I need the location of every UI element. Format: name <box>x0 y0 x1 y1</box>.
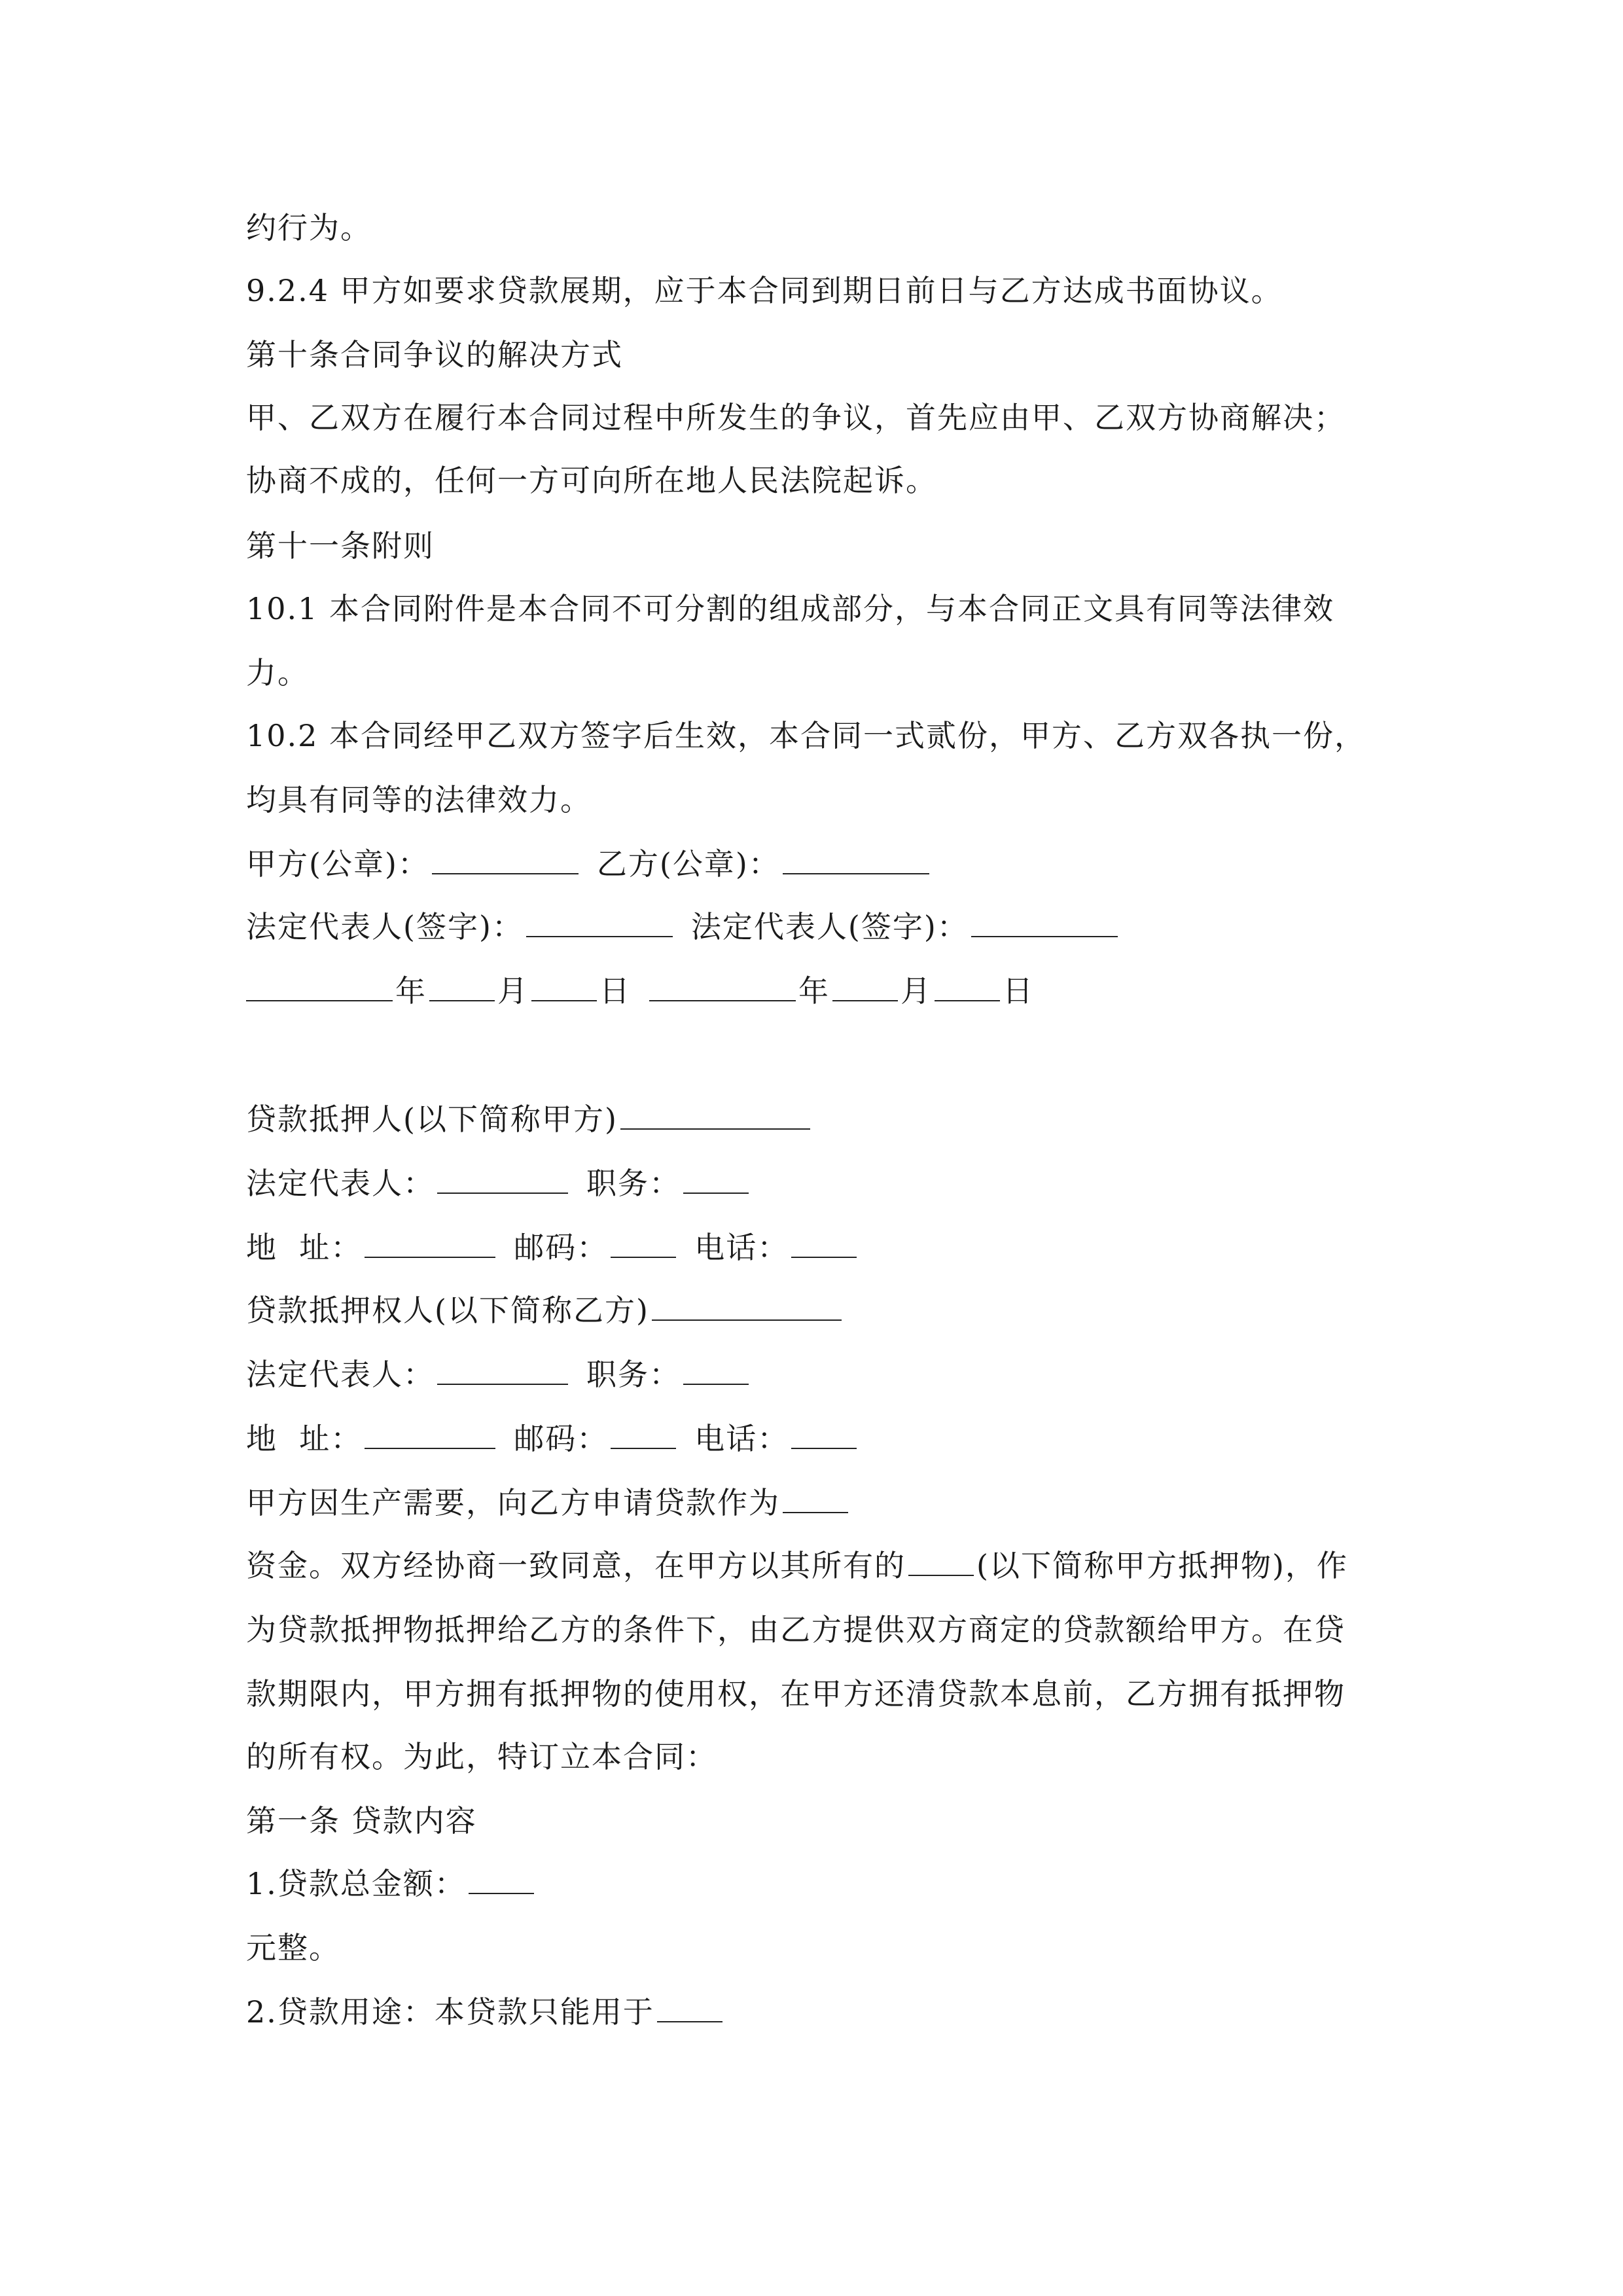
intro-line: 款期限内，甲方拥有抵押物的使用权，在甲方还清贷款本息前，乙方拥有抵押物 <box>246 1676 1346 1712</box>
loan-purpose-blank <box>657 1992 722 2022</box>
party-a-seal-blank <box>432 844 579 874</box>
postcode-label: 邮码： <box>514 1421 609 1456</box>
rep-b-label: 法定代表人(签字)： <box>690 909 969 944</box>
position-label: 职务： <box>586 1166 681 1201</box>
intro-line <box>246 1483 851 1522</box>
representative-row <box>246 907 1120 946</box>
total-amount-blank <box>469 1864 534 1894</box>
text-line: 均具有同等的法律效力。 <box>246 782 592 817</box>
address-label: 地 址： <box>246 1230 363 1265</box>
phone-label: 电话： <box>694 1421 789 1456</box>
legal-rep-label: 法定代表人： <box>246 1357 435 1392</box>
mortgagee-label: 贷款抵押权人(以下简称乙方) <box>246 1293 649 1328</box>
month-b-label: 月 <box>901 973 932 1009</box>
month-a-label: 月 <box>497 973 529 1009</box>
day-b-blank <box>935 971 1000 1001</box>
intro-line: 为贷款抵押物抵押给乙方的条件下，由乙方提供双方商定的贷款额给甲方。在贷 <box>246 1612 1346 1647</box>
intro-line <box>246 1546 1348 1585</box>
collateral-blank <box>908 1546 974 1576</box>
intro-text: 甲方因生产需要，向乙方申请贷款作为 <box>246 1485 780 1520</box>
rep-b-blank <box>971 907 1118 937</box>
text-line: 力。 <box>246 655 309 691</box>
item-line <box>246 1992 725 2032</box>
text-line: 10.1 本合同附件是本合同不可分割的组成部分，与本合同正文具有同等法律效 <box>246 591 1335 626</box>
year-b-label: 年 <box>798 973 830 1009</box>
item-line: 元整。 <box>246 1930 340 1965</box>
article-heading: 第十条合同争议的解决方式 <box>246 337 623 372</box>
item-line <box>246 1864 537 1903</box>
day-a-blank <box>531 971 597 1001</box>
text-line: 协商不成的，任何一方可向所在地人民法院起诉。 <box>246 463 937 498</box>
year-a-blank <box>246 971 393 1001</box>
address-row-a <box>246 1228 859 1267</box>
mortgagor-label: 贷款抵押人(以下简称甲方) <box>246 1102 618 1137</box>
text-line: 约行为。 <box>246 210 372 245</box>
postcode-blank <box>611 1228 676 1258</box>
position-blank <box>683 1164 749 1194</box>
mortgagor-blank <box>620 1100 810 1130</box>
intro-text: 资金。双方经协商一致同意，在甲方以其所有的 <box>246 1548 906 1583</box>
address-blank <box>365 1228 495 1258</box>
legal-rep-row-b <box>246 1355 751 1394</box>
seal-row <box>246 844 932 884</box>
legal-rep-label: 法定代表人： <box>246 1166 435 1201</box>
position-label: 职务： <box>586 1357 681 1392</box>
year-b-blank <box>649 971 796 1001</box>
article-heading: 第十一条附则 <box>246 528 435 564</box>
year-a-label: 年 <box>395 973 427 1009</box>
mortgagor-row <box>246 1100 813 1139</box>
address-blank <box>365 1419 495 1449</box>
legal-rep-row-a <box>246 1164 751 1203</box>
total-amount-label: 1.贷款总金额： <box>246 1866 466 1901</box>
date-row <box>246 971 1034 1011</box>
purpose-blank <box>783 1483 848 1513</box>
text-line: 9.2.4 甲方如要求贷款展期，应于本合同到期日前日与乙方达成书面协议。 <box>246 273 1283 308</box>
legal-rep-blank <box>437 1355 568 1385</box>
month-b-blank <box>832 971 898 1001</box>
loan-purpose-label: 2.贷款用途：本贷款只能用于 <box>246 1994 654 2030</box>
month-a-blank <box>429 971 495 1001</box>
rep-a-label: 法定代表人(签字)： <box>246 909 524 944</box>
phone-blank <box>791 1228 857 1258</box>
phone-blank <box>791 1419 857 1449</box>
day-b-label: 日 <box>1003 973 1034 1009</box>
address-label: 地 址： <box>246 1421 363 1456</box>
position-blank <box>683 1355 749 1385</box>
party-b-seal-label: 乙方(公章)： <box>596 846 780 882</box>
mortgagee-blank <box>652 1291 842 1321</box>
rep-a-blank <box>526 907 673 937</box>
address-row-b <box>246 1419 859 1458</box>
party-a-seal-label: 甲方(公章)： <box>246 846 429 882</box>
mortgagee-row <box>246 1291 844 1330</box>
article-heading: 第一条 贷款内容 <box>246 1803 477 1839</box>
party-b-seal-blank <box>783 844 929 874</box>
postcode-blank <box>611 1419 676 1449</box>
text-line: 甲、乙双方在履行本合同过程中所发生的争议，首先应由甲、乙双方协商解决； <box>246 400 1346 435</box>
legal-rep-blank <box>437 1164 568 1194</box>
postcode-label: 邮码： <box>514 1230 609 1265</box>
intro-line: 的所有权。为此，特订立本合同： <box>246 1739 717 1774</box>
text-line: 10.2 本合同经甲乙双方签字后生效，本合同一式贰份，甲方、乙方双各执一份， <box>246 718 1366 753</box>
intro-text: (以下简称甲方抵押物)，作 <box>976 1548 1348 1583</box>
phone-label: 电话： <box>694 1230 789 1265</box>
day-a-label: 日 <box>599 973 631 1009</box>
